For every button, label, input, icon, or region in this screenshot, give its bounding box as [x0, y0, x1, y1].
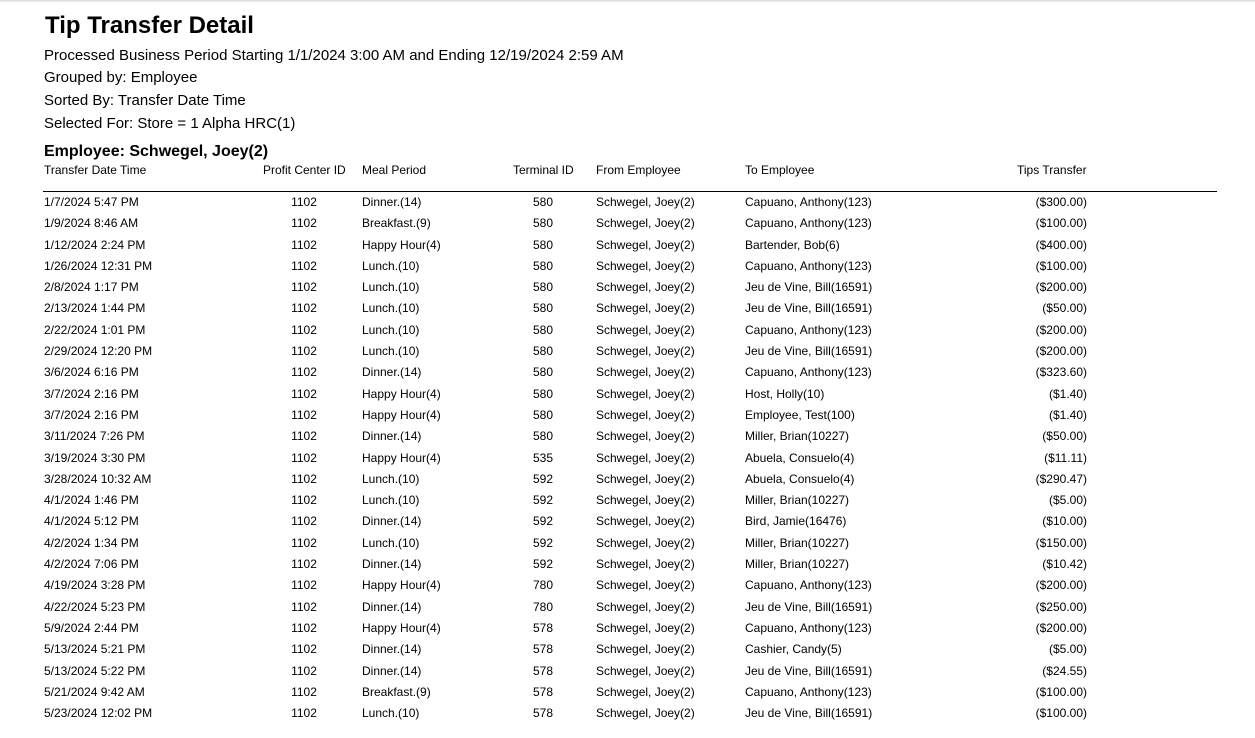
column-header-profit-center-id: Profit Center ID — [263, 163, 346, 177]
table-row — [0, 576, 1255, 597]
cell-transfer-date-time: 2/22/2024 1:01 PM — [44, 322, 146, 337]
cell-profit-center-id-text: 1102 — [291, 493, 317, 508]
cell-profit-center-id-text: 1102 — [291, 322, 317, 337]
table-row — [0, 214, 1255, 235]
table-row — [0, 427, 1255, 448]
grouped-by-line: Grouped by: Employee — [44, 69, 198, 86]
cell-meal-period: Happy Hour(4) — [362, 620, 441, 635]
cell-from-employee: Schwegel, Joey(2) — [596, 301, 695, 316]
cell-terminal-id-text: 578 — [532, 706, 554, 721]
table-row — [0, 321, 1255, 342]
table-row — [0, 385, 1255, 406]
cell-terminal-id-text: 780 — [532, 599, 554, 614]
cell-terminal-id-text: 580 — [532, 237, 554, 252]
employee-group-heading: Employee: Schwegel, Joey(2) — [44, 143, 269, 160]
cell-profit-center-id-text: 1102 — [291, 386, 317, 401]
cell-tips-transfer: ($24.55) — [1042, 663, 1087, 678]
cell-meal-period: Lunch.(10) — [362, 706, 420, 721]
cell-terminal-id-text: 580 — [532, 258, 554, 273]
cell-tips-transfer: ($100.00) — [1035, 258, 1087, 273]
cell-transfer-date-time: 5/9/2024 2:44 PM — [44, 620, 139, 635]
cell-transfer-date-time: 3/28/2024 10:32 AM — [44, 471, 152, 486]
cell-meal-period: Lunch.(10) — [362, 258, 420, 273]
cell-tips-transfer: ($323.60) — [1035, 365, 1087, 380]
cell-tips-transfer: ($200.00) — [1035, 620, 1087, 635]
cell-transfer-date-time: 4/1/2024 5:12 PM — [44, 514, 139, 529]
cell-from-employee: Schwegel, Joey(2) — [596, 493, 695, 508]
page-top-shadow — [0, 0, 1255, 3]
cell-from-employee: Schwegel, Joey(2) — [596, 620, 695, 635]
cell-to-employee: Abuela, Consuelo(4) — [745, 450, 855, 465]
cell-meal-period: Dinner.(14) — [362, 365, 422, 380]
cell-tips-transfer: ($200.00) — [1035, 322, 1087, 337]
cell-from-employee: Schwegel, Joey(2) — [596, 365, 695, 380]
cell-meal-period: Dinner.(14) — [362, 429, 422, 444]
column-header-transfer-date-time: Transfer Date Time — [44, 163, 147, 177]
cell-profit-center-id-text: 1102 — [291, 365, 317, 380]
cell-tips-transfer: ($300.00) — [1035, 195, 1087, 209]
table-row — [0, 470, 1255, 491]
cell-to-employee: Jeu de Vine, Bill(16591) — [745, 301, 873, 316]
cell-profit-center-id-text: 1102 — [291, 429, 317, 444]
cell-meal-period: Lunch.(10) — [362, 322, 420, 337]
cell-to-employee: Capuano, Anthony(123) — [745, 684, 872, 699]
cell-profit-center-id-text: 1102 — [291, 450, 317, 465]
cell-to-employee: Employee, Test(100) — [745, 407, 855, 422]
cell-terminal-id-text: 580 — [532, 195, 554, 209]
cell-to-employee: Capuano, Anthony(123) — [745, 365, 872, 380]
cell-meal-period: Dinner.(14) — [362, 663, 422, 678]
cell-from-employee: Schwegel, Joey(2) — [596, 684, 695, 699]
cell-meal-period: Happy Hour(4) — [362, 578, 441, 593]
cell-terminal-id-text: 535 — [532, 450, 554, 465]
table-row — [0, 363, 1255, 384]
cell-profit-center-id-text: 1102 — [291, 216, 317, 231]
table-row — [0, 236, 1255, 257]
cell-to-employee: Miller, Brian(10227) — [745, 493, 850, 508]
cell-meal-period: Lunch.(10) — [362, 344, 420, 359]
cell-transfer-date-time: 3/7/2024 2:16 PM — [44, 386, 139, 401]
cell-from-employee: Schwegel, Joey(2) — [596, 514, 695, 529]
cell-terminal-id-text: 592 — [532, 557, 554, 572]
cell-meal-period: Dinner.(14) — [362, 195, 422, 209]
cell-terminal-id-text: 578 — [532, 642, 554, 657]
cell-from-employee: Schwegel, Joey(2) — [596, 195, 695, 209]
cell-from-employee: Schwegel, Joey(2) — [596, 663, 695, 678]
transfer-table-body — [0, 193, 1255, 725]
cell-to-employee: Cashier, Candy(5) — [745, 642, 842, 657]
cell-from-employee: Schwegel, Joey(2) — [596, 322, 695, 337]
cell-to-employee: Jeu de Vine, Bill(16591) — [745, 663, 873, 678]
selected-for-line: Selected For: Store = 1 Alpha HRC(1) — [44, 115, 296, 132]
cell-tips-transfer: ($5.00) — [1048, 493, 1087, 508]
cell-profit-center-id-text: 1102 — [291, 407, 317, 422]
cell-to-employee: Miller, Brian(10227) — [745, 535, 850, 550]
table-row — [0, 555, 1255, 576]
cell-transfer-date-time: 4/22/2024 5:23 PM — [44, 599, 146, 614]
cell-terminal-id-text: 580 — [532, 322, 554, 337]
cell-transfer-date-time: 3/7/2024 2:16 PM — [44, 407, 139, 422]
cell-terminal-id-text: 578 — [532, 663, 554, 678]
cell-from-employee: Schwegel, Joey(2) — [596, 706, 695, 721]
cell-to-employee: Jeu de Vine, Bill(16591) — [745, 599, 873, 614]
cell-profit-center-id-text: 1102 — [291, 642, 317, 657]
cell-tips-transfer: ($50.00) — [1042, 301, 1087, 316]
cell-transfer-date-time: 4/2/2024 1:34 PM — [44, 535, 139, 550]
cell-meal-period: Dinner.(14) — [362, 514, 422, 529]
cell-meal-period: Lunch.(10) — [362, 471, 420, 486]
cell-from-employee: Schwegel, Joey(2) — [596, 429, 695, 444]
cell-terminal-id-text: 592 — [532, 535, 554, 550]
cell-terminal-id-text: 580 — [532, 429, 554, 444]
business-period-line: Processed Business Period Starting 1/1/2024 3:00 AM and Ending 12/19/2024 2:59 AM — [44, 47, 624, 64]
cell-tips-transfer: ($100.00) — [1035, 684, 1087, 699]
table-row — [0, 534, 1255, 555]
cell-meal-period: Breakfast.(9) — [362, 684, 431, 699]
cell-to-employee: Capuano, Anthony(123) — [745, 216, 872, 231]
cell-terminal-id-text: 580 — [532, 386, 554, 401]
table-row — [0, 640, 1255, 661]
cell-to-employee: Miller, Brian(10227) — [745, 429, 850, 444]
cell-profit-center-id-text: 1102 — [291, 620, 317, 635]
cell-to-employee: Capuano, Anthony(123) — [745, 578, 872, 593]
cell-to-employee: Capuano, Anthony(123) — [745, 322, 872, 337]
cell-profit-center-id-text: 1102 — [291, 663, 317, 678]
cell-tips-transfer: ($200.00) — [1035, 344, 1087, 359]
cell-terminal-id-text: 780 — [532, 578, 554, 593]
cell-profit-center-id-text: 1102 — [291, 301, 317, 316]
cell-from-employee: Schwegel, Joey(2) — [596, 237, 695, 252]
cell-tips-transfer: ($5.00) — [1048, 642, 1087, 657]
cell-profit-center-id-text: 1102 — [291, 344, 317, 359]
cell-terminal-id-text: 578 — [532, 620, 554, 635]
cell-tips-transfer: ($1.40) — [1048, 386, 1087, 401]
cell-terminal-id-text: 580 — [532, 407, 554, 422]
header-divider — [43, 191, 1217, 192]
cell-from-employee: Schwegel, Joey(2) — [596, 280, 695, 295]
cell-meal-period: Breakfast.(9) — [362, 216, 431, 231]
cell-profit-center-id-text: 1102 — [291, 557, 317, 572]
cell-tips-transfer: ($200.00) — [1035, 280, 1087, 295]
cell-to-employee: Miller, Brian(10227) — [745, 557, 850, 572]
cell-from-employee: Schwegel, Joey(2) — [596, 599, 695, 614]
cell-from-employee: Schwegel, Joey(2) — [596, 450, 695, 465]
cell-tips-transfer: ($290.47) — [1035, 471, 1087, 486]
cell-from-employee: Schwegel, Joey(2) — [596, 642, 695, 657]
table-row — [0, 512, 1255, 533]
cell-profit-center-id-text: 1102 — [291, 706, 317, 721]
cell-tips-transfer: ($50.00) — [1042, 429, 1087, 444]
table-row — [0, 619, 1255, 640]
column-header-to-employee: To Employee — [745, 163, 815, 177]
cell-tips-transfer: ($200.00) — [1035, 578, 1087, 593]
table-row — [0, 299, 1255, 320]
cell-transfer-date-time: 1/12/2024 2:24 PM — [44, 237, 146, 252]
cell-transfer-date-time: 5/13/2024 5:21 PM — [44, 642, 146, 657]
cell-meal-period: Lunch.(10) — [362, 280, 420, 295]
cell-profit-center-id-text: 1102 — [291, 514, 317, 529]
table-row — [0, 491, 1255, 512]
cell-tips-transfer: ($1.40) — [1048, 407, 1087, 422]
cell-meal-period: Dinner.(14) — [362, 557, 422, 572]
cell-transfer-date-time: 3/11/2024 7:26 PM — [44, 429, 145, 444]
cell-tips-transfer: ($150.00) — [1035, 535, 1087, 550]
table-row — [0, 662, 1255, 683]
cell-transfer-date-time: 2/13/2024 1:44 PM — [44, 301, 146, 316]
cell-from-employee: Schwegel, Joey(2) — [596, 578, 695, 593]
cell-to-employee: Capuano, Anthony(123) — [745, 620, 872, 635]
cell-to-employee: Jeu de Vine, Bill(16591) — [745, 280, 873, 295]
cell-transfer-date-time: 3/19/2024 3:30 PM — [44, 450, 146, 465]
cell-to-employee: Jeu de Vine, Bill(16591) — [745, 706, 873, 721]
cell-transfer-date-time: 1/26/2024 12:31 PM — [44, 258, 153, 273]
cell-tips-transfer: ($250.00) — [1035, 599, 1087, 614]
cell-from-employee: Schwegel, Joey(2) — [596, 535, 695, 550]
cell-meal-period: Lunch.(10) — [362, 301, 420, 316]
cell-transfer-date-time: 5/13/2024 5:22 PM — [44, 663, 146, 678]
sorted-by-line: Sorted By: Transfer Date Time — [44, 92, 246, 109]
table-row — [0, 683, 1255, 704]
cell-to-employee: Capuano, Anthony(123) — [745, 258, 872, 273]
cell-terminal-id-text: 580 — [532, 365, 554, 380]
cell-meal-period: Dinner.(14) — [362, 642, 422, 657]
cell-profit-center-id-text: 1102 — [291, 599, 317, 614]
table-row — [0, 406, 1255, 427]
cell-to-employee: Jeu de Vine, Bill(16591) — [745, 344, 873, 359]
cell-from-employee: Schwegel, Joey(2) — [596, 557, 695, 572]
table-row — [0, 598, 1255, 619]
cell-to-employee: Bird, Jamie(16476) — [745, 514, 847, 529]
cell-from-employee: Schwegel, Joey(2) — [596, 258, 695, 273]
cell-tips-transfer: ($11.11) — [1044, 450, 1087, 465]
cell-meal-period: Dinner.(14) — [362, 599, 422, 614]
cell-transfer-date-time: 5/21/2024 9:42 AM — [44, 684, 145, 699]
cell-profit-center-id-text: 1102 — [291, 195, 317, 209]
cell-terminal-id-text: 580 — [532, 216, 554, 231]
cell-profit-center-id-text: 1102 — [291, 280, 317, 295]
cell-transfer-date-time: 2/8/2024 1:17 PM — [44, 280, 139, 295]
cell-transfer-date-time: 2/29/2024 12:20 PM — [44, 344, 153, 359]
cell-to-employee: Abuela, Consuelo(4) — [745, 471, 855, 486]
cell-profit-center-id-text: 1102 — [291, 258, 317, 273]
cell-profit-center-id-text: 1102 — [291, 471, 317, 486]
cell-meal-period: Happy Hour(4) — [362, 450, 441, 465]
cell-transfer-date-time: 5/23/2024 12:02 PM — [44, 706, 153, 721]
cell-transfer-date-time: 1/7/2024 5:47 PM — [44, 195, 139, 209]
cell-terminal-id-text: 578 — [532, 684, 554, 699]
cell-meal-period: Happy Hour(4) — [362, 237, 441, 252]
cell-meal-period: Lunch.(10) — [362, 535, 420, 550]
cell-terminal-id-text: 580 — [532, 280, 554, 295]
table-row — [0, 704, 1255, 725]
table-row — [0, 193, 1255, 214]
cell-profit-center-id-text: 1102 — [291, 535, 317, 550]
cell-terminal-id-text: 592 — [532, 514, 554, 529]
cell-transfer-date-time: 4/2/2024 7:06 PM — [44, 557, 139, 572]
column-header-terminal-id: Terminal ID — [513, 163, 574, 177]
cell-from-employee: Schwegel, Joey(2) — [596, 344, 695, 359]
cell-from-employee: Schwegel, Joey(2) — [596, 471, 695, 486]
cell-tips-transfer: ($400.00) — [1035, 237, 1087, 252]
cell-from-employee: Schwegel, Joey(2) — [596, 386, 695, 401]
table-row — [0, 278, 1255, 299]
column-header-meal-period: Meal Period — [362, 163, 427, 177]
cell-profit-center-id-text: 1102 — [291, 684, 317, 699]
cell-meal-period: Lunch.(10) — [362, 493, 420, 508]
cell-from-employee: Schwegel, Joey(2) — [596, 216, 695, 231]
cell-transfer-date-time: 3/6/2024 6:16 PM — [44, 365, 139, 380]
cell-tips-transfer: ($10.42) — [1042, 557, 1087, 572]
cell-transfer-date-time: 1/9/2024 8:46 AM — [44, 216, 139, 231]
cell-terminal-id-text: 580 — [532, 301, 554, 316]
table-row — [0, 342, 1255, 363]
cell-tips-transfer: ($100.00) — [1035, 706, 1087, 721]
cell-meal-period: Happy Hour(4) — [362, 407, 441, 422]
cell-meal-period: Happy Hour(4) — [362, 386, 441, 401]
table-row — [0, 257, 1255, 278]
cell-to-employee: Host, Holly(10) — [745, 386, 825, 401]
table-row — [0, 449, 1255, 470]
cell-from-employee: Schwegel, Joey(2) — [596, 407, 695, 422]
cell-transfer-date-time: 4/1/2024 1:46 PM — [44, 493, 139, 508]
cell-profit-center-id-text: 1102 — [291, 237, 317, 252]
report-title: Tip Transfer Detail — [45, 12, 254, 39]
cell-profit-center-id-text: 1102 — [291, 578, 317, 593]
cell-to-employee: Bartender, Bob(6) — [745, 237, 840, 252]
cell-terminal-id-text: 580 — [532, 344, 554, 359]
cell-to-employee: Capuano, Anthony(123) — [745, 195, 872, 209]
column-header-tips-transfer: Tips Transfer — [1017, 163, 1087, 177]
cell-tips-transfer: ($10.00) — [1042, 514, 1087, 529]
column-header-from-employee: From Employee — [596, 163, 681, 177]
cell-terminal-id-text: 592 — [532, 471, 554, 486]
cell-transfer-date-time: 4/19/2024 3:28 PM — [44, 578, 146, 593]
cell-tips-transfer: ($100.00) — [1035, 216, 1087, 231]
cell-terminal-id-text: 592 — [532, 493, 554, 508]
